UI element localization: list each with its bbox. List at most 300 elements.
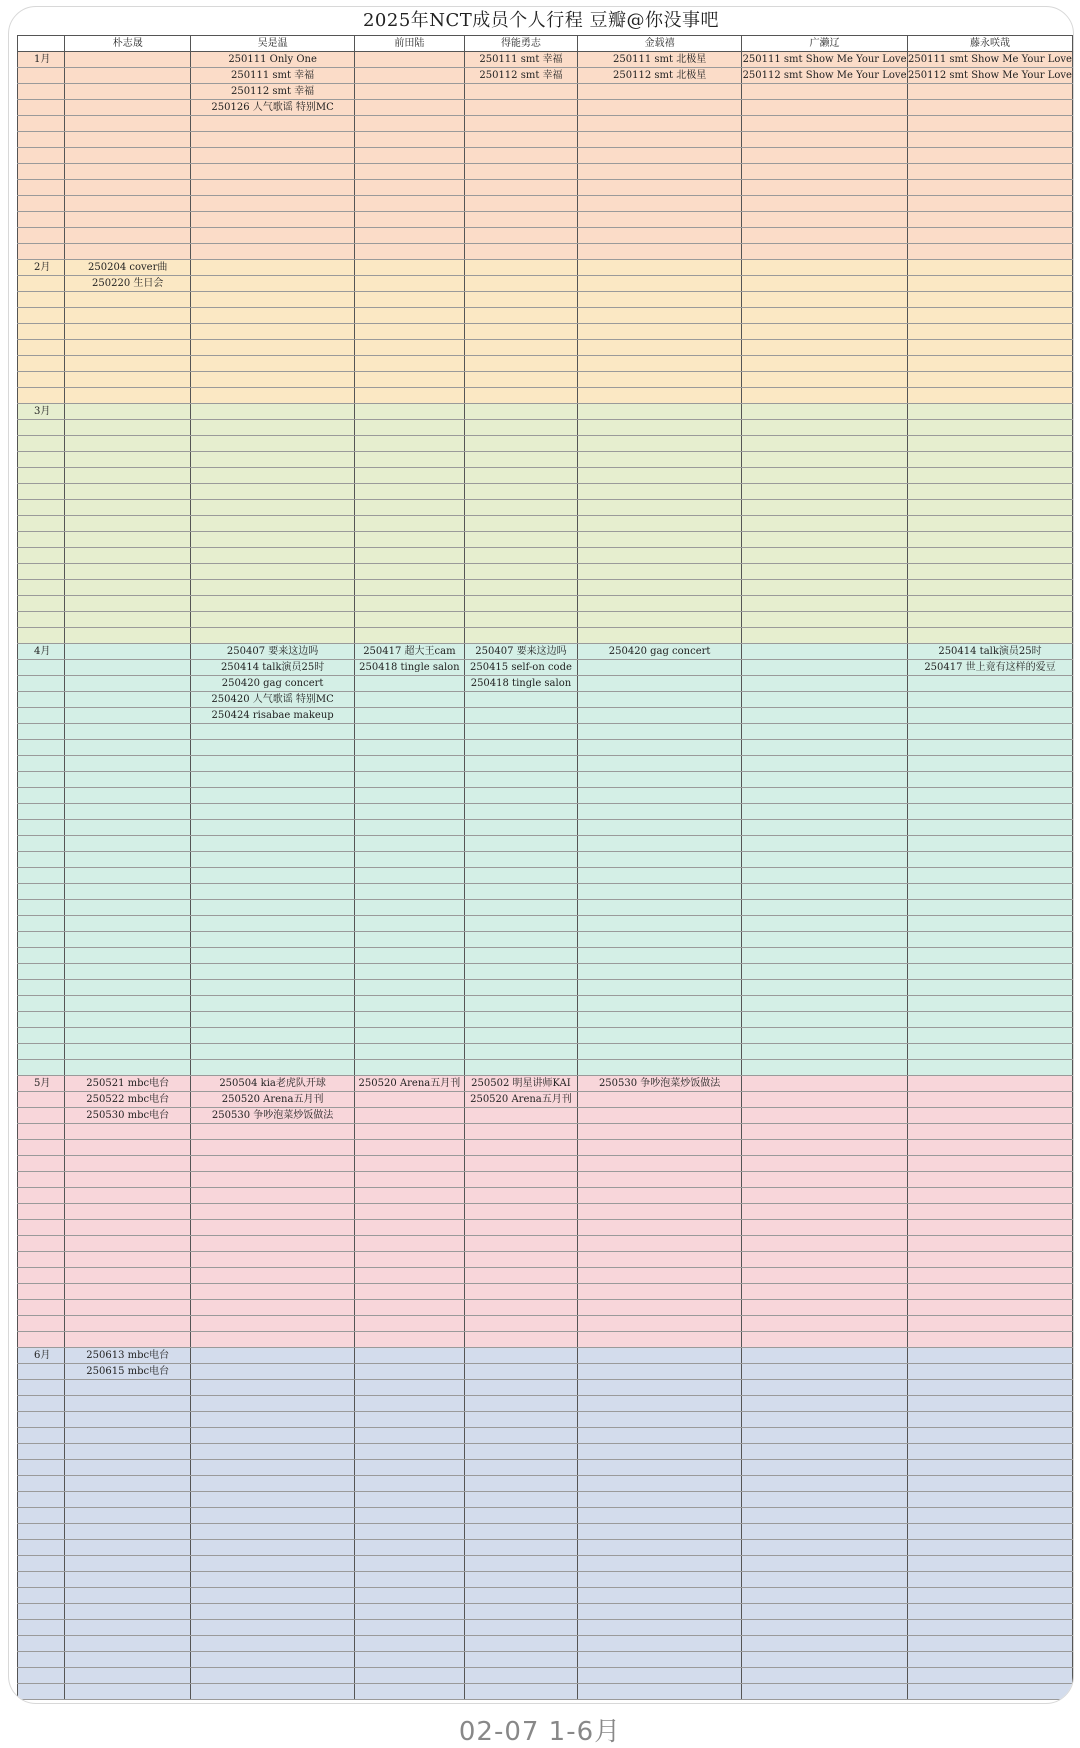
schedule-cell xyxy=(742,868,908,884)
schedule-cell xyxy=(578,868,742,884)
month-cell: 3月 xyxy=(18,404,65,420)
schedule-cell xyxy=(65,244,191,260)
schedule-cell xyxy=(742,644,908,660)
schedule-cell xyxy=(191,1556,355,1572)
schedule-cell xyxy=(191,1188,355,1204)
schedule-cell xyxy=(578,1124,742,1140)
schedule-cell xyxy=(355,628,465,644)
schedule-cell xyxy=(191,1572,355,1588)
schedule-cell xyxy=(578,820,742,836)
month-cell xyxy=(18,1124,65,1140)
schedule-cell xyxy=(355,1188,465,1204)
schedule-cell xyxy=(355,1156,465,1172)
schedule-cell xyxy=(355,932,465,948)
schedule-cell xyxy=(908,532,1073,548)
schedule-cell xyxy=(65,1044,191,1060)
schedule-cell xyxy=(191,1604,355,1620)
schedule-cell xyxy=(355,612,465,628)
month-cell xyxy=(18,836,65,852)
schedule-cell xyxy=(464,452,577,468)
schedule-cell xyxy=(464,1364,577,1380)
schedule-cell xyxy=(908,244,1073,260)
month-cell xyxy=(18,84,65,100)
schedule-cell xyxy=(908,1588,1073,1604)
schedule-cell xyxy=(742,1316,908,1332)
schedule-cell xyxy=(65,644,191,660)
table-row xyxy=(18,1652,1073,1668)
table-row xyxy=(18,1204,1073,1220)
schedule-cell: 250220 生日会 xyxy=(65,276,191,292)
table-row xyxy=(18,1236,1073,1252)
schedule-cell xyxy=(65,820,191,836)
schedule-cell xyxy=(742,1412,908,1428)
schedule-cell xyxy=(191,1156,355,1172)
page-title: 2025年NCT成员个人行程 豆瓣@你没事吧 xyxy=(362,10,720,31)
schedule-cell: 250417 超大王cam xyxy=(355,644,465,660)
schedule-cell: 250520 Arena五月刊 xyxy=(464,1092,577,1108)
schedule-cell xyxy=(65,1332,191,1348)
table-row xyxy=(18,1364,1073,1380)
schedule-cell xyxy=(908,132,1073,148)
schedule-cell: 250126 人气歌谣 特别MC xyxy=(191,100,355,116)
schedule-cell xyxy=(578,1172,742,1188)
schedule-cell xyxy=(464,1508,577,1524)
schedule-cell xyxy=(464,1348,577,1364)
schedule-cell xyxy=(742,884,908,900)
schedule-cell xyxy=(65,836,191,852)
schedule-cell xyxy=(464,1204,577,1220)
schedule-cell xyxy=(742,1492,908,1508)
schedule-cell xyxy=(355,388,465,404)
table-row xyxy=(18,916,1073,932)
schedule-cell xyxy=(464,372,577,388)
schedule-cell xyxy=(65,564,191,580)
schedule-cell xyxy=(65,756,191,772)
month-cell xyxy=(18,500,65,516)
schedule-cell: 250407 要来这边吗 xyxy=(191,644,355,660)
schedule-cell xyxy=(742,932,908,948)
schedule-cell xyxy=(191,1620,355,1636)
schedule-cell xyxy=(578,388,742,404)
table-row xyxy=(18,1172,1073,1188)
schedule-cell xyxy=(578,1620,742,1636)
schedule-cell xyxy=(742,1284,908,1300)
schedule-cell xyxy=(908,564,1073,580)
table-row xyxy=(18,436,1073,452)
schedule-cell xyxy=(742,1460,908,1476)
schedule-cell xyxy=(578,1652,742,1668)
schedule-cell xyxy=(578,340,742,356)
schedule-cell xyxy=(65,884,191,900)
table-row xyxy=(18,1156,1073,1172)
schedule-cell xyxy=(191,628,355,644)
schedule-cell xyxy=(355,756,465,772)
schedule-cell xyxy=(191,1460,355,1476)
schedule-cell xyxy=(191,1284,355,1300)
schedule-cell xyxy=(908,1268,1073,1284)
schedule-cell xyxy=(742,1572,908,1588)
table-row xyxy=(18,1108,1073,1124)
schedule-cell xyxy=(908,1684,1073,1700)
schedule-cell xyxy=(191,612,355,628)
schedule-cell xyxy=(742,948,908,964)
schedule-cell xyxy=(65,1300,191,1316)
schedule-cell xyxy=(908,1060,1073,1076)
schedule-cell xyxy=(578,612,742,628)
schedule-cell xyxy=(355,1588,465,1604)
schedule-cell xyxy=(578,708,742,724)
schedule-cell xyxy=(908,852,1073,868)
schedule-cell xyxy=(355,708,465,724)
schedule-cell xyxy=(578,324,742,340)
month-cell xyxy=(18,820,65,836)
schedule-cell xyxy=(908,868,1073,884)
month-cell xyxy=(18,68,65,84)
schedule-cell xyxy=(908,1380,1073,1396)
schedule-cell xyxy=(191,1508,355,1524)
month-cell xyxy=(18,1476,65,1492)
month-cell xyxy=(18,420,65,436)
schedule-cell xyxy=(191,212,355,228)
table-row xyxy=(18,836,1073,852)
schedule-cell: 250520 Arena五月刊 xyxy=(355,1076,465,1092)
schedule-cell xyxy=(578,1588,742,1604)
schedule-cell xyxy=(908,292,1073,308)
schedule-cell xyxy=(742,1332,908,1348)
table-row xyxy=(18,820,1073,836)
schedule-cell xyxy=(578,916,742,932)
table-row xyxy=(18,260,1073,276)
schedule-cell xyxy=(908,1620,1073,1636)
schedule-cell xyxy=(355,436,465,452)
schedule-cell xyxy=(908,196,1073,212)
month-cell xyxy=(18,468,65,484)
schedule-cell xyxy=(464,196,577,212)
schedule-cell xyxy=(191,484,355,500)
schedule-cell xyxy=(65,948,191,964)
schedule-cell xyxy=(355,1684,465,1700)
schedule-cell: 250112 smt 幸福 xyxy=(464,68,577,84)
schedule-cell xyxy=(908,1556,1073,1572)
schedule-cell xyxy=(742,1108,908,1124)
schedule-cell xyxy=(191,756,355,772)
schedule-cell xyxy=(191,1444,355,1460)
schedule-cell xyxy=(191,820,355,836)
schedule-cell xyxy=(191,116,355,132)
schedule-cell xyxy=(65,84,191,100)
schedule-cell xyxy=(191,948,355,964)
month-cell xyxy=(18,484,65,500)
schedule-cell xyxy=(908,916,1073,932)
month-cell xyxy=(18,900,65,916)
schedule-cell xyxy=(464,804,577,820)
schedule-cell xyxy=(742,308,908,324)
schedule-cell xyxy=(191,1524,355,1540)
schedule-cell xyxy=(65,228,191,244)
table-row xyxy=(18,1572,1073,1588)
schedule-cell xyxy=(908,1236,1073,1252)
month-cell xyxy=(18,1588,65,1604)
table-row xyxy=(18,532,1073,548)
schedule-cell xyxy=(464,964,577,980)
month-cell xyxy=(18,948,65,964)
schedule-cell xyxy=(65,1060,191,1076)
table-row xyxy=(18,292,1073,308)
schedule-cell xyxy=(908,964,1073,980)
schedule-cell xyxy=(742,1076,908,1092)
table-row xyxy=(18,484,1073,500)
schedule-cell xyxy=(191,228,355,244)
month-cell xyxy=(18,1604,65,1620)
schedule-cell: 250521 mbc电台 xyxy=(65,1076,191,1092)
month-cell xyxy=(18,1364,65,1380)
schedule-cell xyxy=(355,308,465,324)
schedule-cell xyxy=(65,964,191,980)
table-row xyxy=(18,660,1073,676)
schedule-cell xyxy=(464,836,577,852)
table-row xyxy=(18,772,1073,788)
month-cell: 2月 xyxy=(18,260,65,276)
schedule-cell xyxy=(355,372,465,388)
schedule-cell: 250415 self-on code xyxy=(464,660,577,676)
schedule-cell xyxy=(355,676,465,692)
schedule-cell xyxy=(578,180,742,196)
schedule-cell xyxy=(578,1684,742,1700)
schedule-cell xyxy=(578,308,742,324)
schedule-cell xyxy=(742,692,908,708)
schedule-cell xyxy=(355,1508,465,1524)
schedule-cell xyxy=(355,1284,465,1300)
schedule-cell xyxy=(908,1316,1073,1332)
schedule-cell xyxy=(578,1604,742,1620)
schedule-cell xyxy=(355,1524,465,1540)
schedule-cell xyxy=(742,660,908,676)
month-cell xyxy=(18,132,65,148)
month-cell xyxy=(18,100,65,116)
schedule-cell xyxy=(742,1508,908,1524)
schedule-cell xyxy=(191,340,355,356)
schedule-cell xyxy=(578,1348,742,1364)
schedule-cell xyxy=(742,468,908,484)
schedule-cell xyxy=(355,1316,465,1332)
schedule-cell xyxy=(464,1380,577,1396)
schedule-cell xyxy=(578,548,742,564)
schedule-cell xyxy=(578,884,742,900)
schedule-cell xyxy=(908,772,1073,788)
schedule-cell xyxy=(191,548,355,564)
schedule-cell xyxy=(191,1140,355,1156)
table-row xyxy=(18,644,1073,660)
header-month xyxy=(18,36,65,52)
month-cell xyxy=(18,596,65,612)
schedule-cell xyxy=(355,772,465,788)
month-cell xyxy=(18,1652,65,1668)
table-row xyxy=(18,164,1073,180)
schedule-cell xyxy=(65,164,191,180)
table-row xyxy=(18,1668,1073,1684)
schedule-cell xyxy=(355,1028,465,1044)
schedule-cell xyxy=(464,420,577,436)
schedule-cell xyxy=(464,1492,577,1508)
schedule-cell xyxy=(578,1396,742,1412)
table-row xyxy=(18,1252,1073,1268)
schedule-cell xyxy=(742,1060,908,1076)
month-cell xyxy=(18,1684,65,1700)
header-member: 广濑辽 xyxy=(742,36,908,52)
schedule-cell xyxy=(742,1396,908,1412)
schedule-cell xyxy=(908,1172,1073,1188)
schedule-cell xyxy=(355,468,465,484)
schedule-cell xyxy=(578,1332,742,1348)
table-row xyxy=(18,1188,1073,1204)
month-cell xyxy=(18,228,65,244)
schedule-cell xyxy=(191,772,355,788)
schedule-cell xyxy=(355,1540,465,1556)
schedule-cell xyxy=(464,1316,577,1332)
month-cell xyxy=(18,628,65,644)
schedule-cell xyxy=(908,212,1073,228)
schedule-cell xyxy=(65,692,191,708)
schedule-cell: 250112 smt Show Me Your Love xyxy=(908,68,1073,84)
schedule-cell xyxy=(908,1156,1073,1172)
table-row xyxy=(18,692,1073,708)
month-cell xyxy=(18,1140,65,1156)
schedule-cell xyxy=(908,804,1073,820)
table-row xyxy=(18,996,1073,1012)
schedule-cell xyxy=(191,1332,355,1348)
schedule-cell xyxy=(908,340,1073,356)
schedule-cell xyxy=(742,116,908,132)
month-cell xyxy=(18,1492,65,1508)
schedule-cell xyxy=(742,756,908,772)
schedule-cell xyxy=(742,1156,908,1172)
table-row xyxy=(18,628,1073,644)
schedule-cell xyxy=(742,1588,908,1604)
table-row xyxy=(18,1476,1073,1492)
schedule-cell xyxy=(464,884,577,900)
schedule-cell xyxy=(464,1572,577,1588)
header-row xyxy=(18,36,1073,52)
schedule-cell xyxy=(191,1044,355,1060)
schedule-cell: 250613 mbc电台 xyxy=(65,1348,191,1364)
schedule-cell xyxy=(908,1124,1073,1140)
schedule-cell xyxy=(908,1044,1073,1060)
schedule-cell: 250112 smt 幸福 xyxy=(191,84,355,100)
schedule-cell xyxy=(464,484,577,500)
schedule-cell xyxy=(65,468,191,484)
table-row xyxy=(18,276,1073,292)
schedule-cell xyxy=(65,1508,191,1524)
schedule-cell xyxy=(464,788,577,804)
schedule-cell xyxy=(65,436,191,452)
schedule-cell xyxy=(742,148,908,164)
month-cell xyxy=(18,308,65,324)
table-row xyxy=(18,612,1073,628)
schedule-cell xyxy=(578,692,742,708)
header-member: 得能勇志 xyxy=(464,36,577,52)
schedule-cell xyxy=(65,1316,191,1332)
schedule-cell xyxy=(742,564,908,580)
table-row xyxy=(18,340,1073,356)
schedule-cell xyxy=(464,1428,577,1444)
schedule-cell xyxy=(464,1156,577,1172)
schedule-cell xyxy=(742,260,908,276)
schedule-cell xyxy=(191,1124,355,1140)
table-row xyxy=(18,1284,1073,1300)
schedule-cell xyxy=(742,1092,908,1108)
schedule-cell xyxy=(65,388,191,404)
schedule-cell xyxy=(191,260,355,276)
schedule-sheet xyxy=(8,6,1074,1704)
month-cell xyxy=(18,964,65,980)
schedule-cell xyxy=(908,1460,1073,1476)
table-row xyxy=(18,1268,1073,1284)
schedule-cell xyxy=(355,116,465,132)
schedule-cell xyxy=(355,868,465,884)
month-cell xyxy=(18,388,65,404)
schedule-cell xyxy=(65,868,191,884)
schedule-cell xyxy=(908,1108,1073,1124)
schedule-cell xyxy=(908,468,1073,484)
schedule-cell xyxy=(742,132,908,148)
schedule-cell xyxy=(65,596,191,612)
schedule-cell xyxy=(908,500,1073,516)
schedule-cell xyxy=(191,1252,355,1268)
schedule-cell xyxy=(191,244,355,260)
month-cell xyxy=(18,916,65,932)
schedule-cell xyxy=(191,740,355,756)
header-member: 吴是温 xyxy=(191,36,355,52)
schedule-cell: 250417 世上竟有这样的爱豆 xyxy=(908,660,1073,676)
schedule-cell xyxy=(65,1012,191,1028)
schedule-cell xyxy=(65,1220,191,1236)
schedule-cell xyxy=(578,756,742,772)
schedule-cell xyxy=(355,964,465,980)
month-cell xyxy=(18,1188,65,1204)
schedule-cell xyxy=(578,1412,742,1428)
month-cell xyxy=(18,324,65,340)
schedule-cell: 250615 mbc电台 xyxy=(65,1364,191,1380)
schedule-cell xyxy=(191,836,355,852)
schedule-cell xyxy=(191,372,355,388)
schedule-cell xyxy=(464,164,577,180)
schedule-cell xyxy=(191,916,355,932)
schedule-cell xyxy=(578,804,742,820)
schedule-cell xyxy=(742,324,908,340)
schedule-cell xyxy=(65,1684,191,1700)
month-cell xyxy=(18,436,65,452)
table-row xyxy=(18,596,1073,612)
schedule-cell xyxy=(65,308,191,324)
schedule-cell xyxy=(65,1396,191,1412)
schedule-cell xyxy=(464,1252,577,1268)
month-cell xyxy=(18,1172,65,1188)
schedule-cell xyxy=(65,676,191,692)
schedule-cell xyxy=(578,628,742,644)
schedule-cell xyxy=(578,724,742,740)
schedule-cell xyxy=(908,612,1073,628)
schedule-cell xyxy=(191,1380,355,1396)
schedule-cell xyxy=(578,1108,742,1124)
schedule-cell xyxy=(355,1044,465,1060)
schedule-cell: 250414 talk演员25时 xyxy=(908,644,1073,660)
month-cell xyxy=(18,164,65,180)
schedule-cell xyxy=(65,1268,191,1284)
schedule-cell xyxy=(464,564,577,580)
month-cell xyxy=(18,180,65,196)
schedule-cell xyxy=(191,420,355,436)
schedule-cell xyxy=(464,260,577,276)
